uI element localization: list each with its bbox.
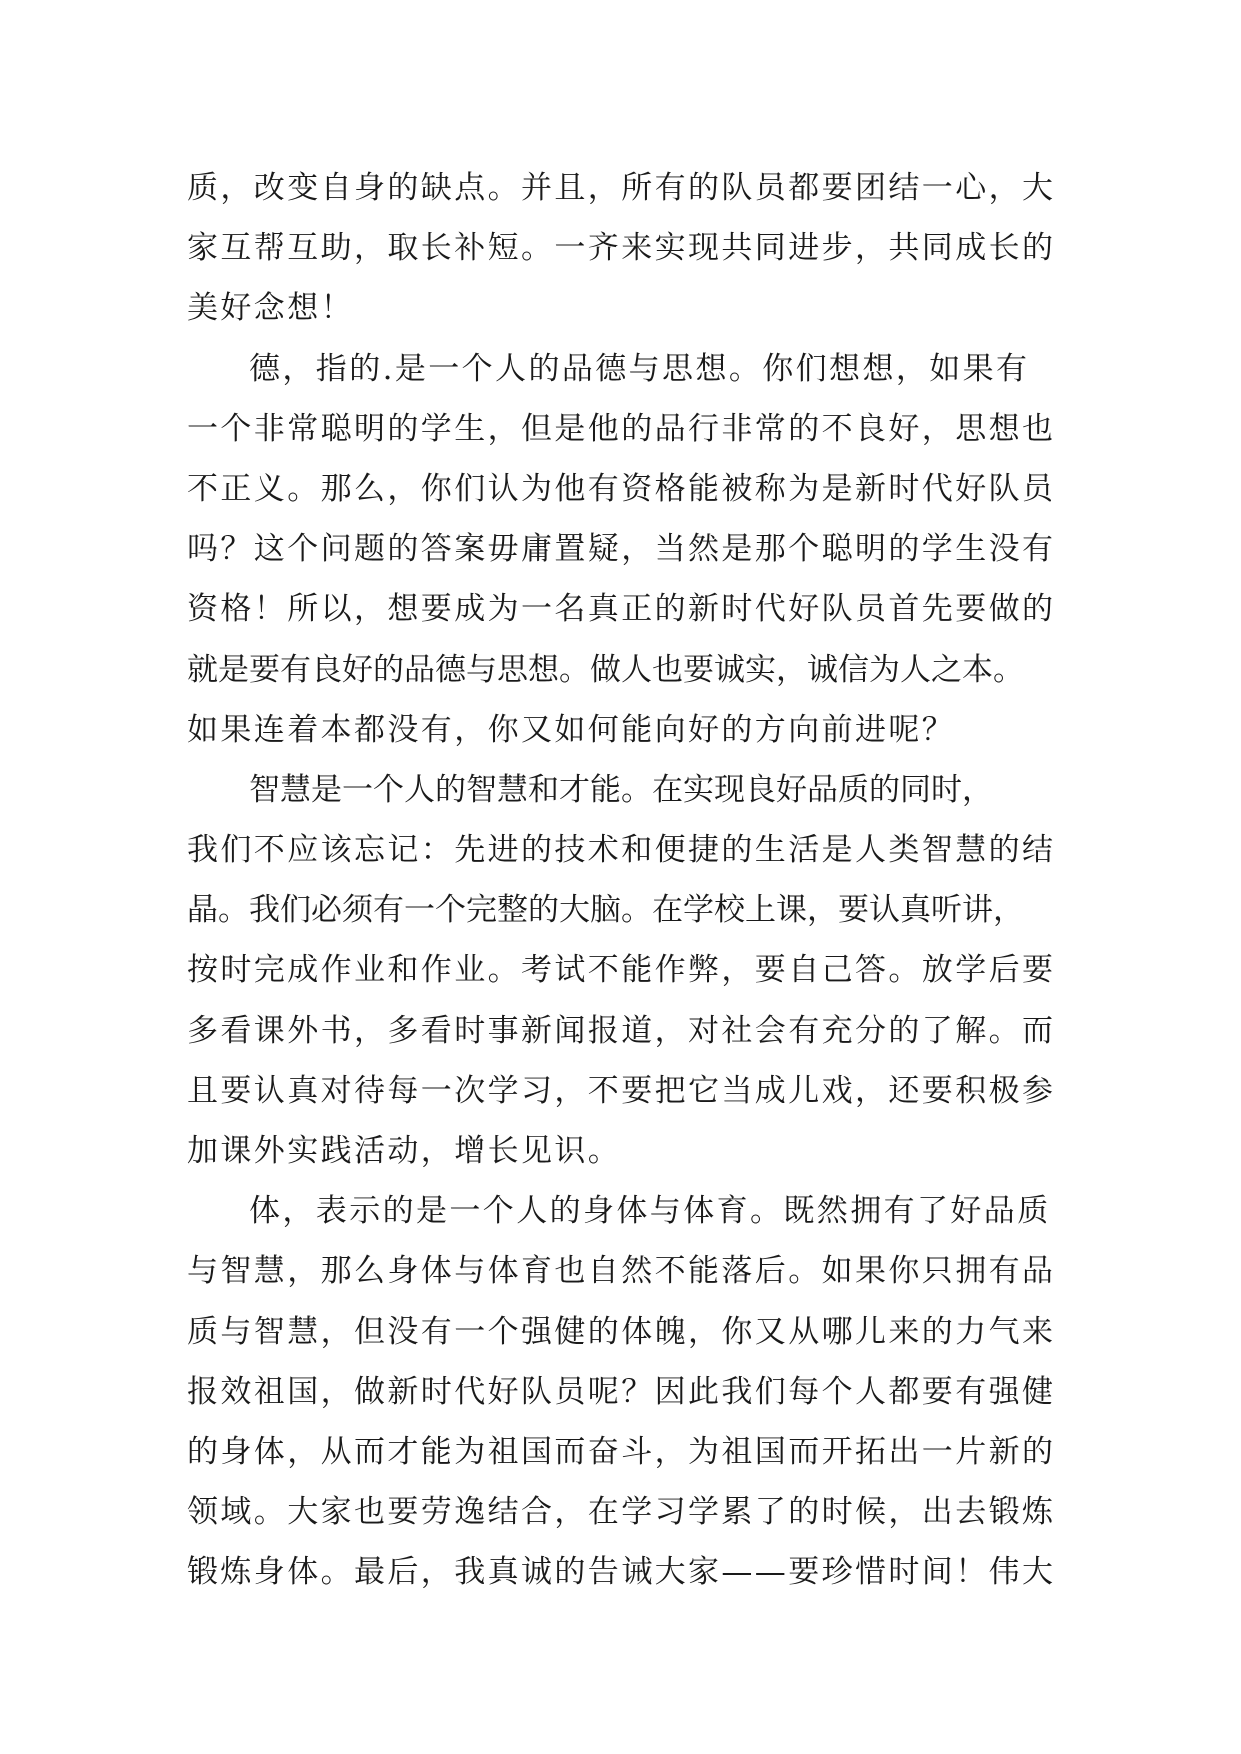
text-line: 晶。我们必须有一个完整的大脑。在学校上课，要认真听讲， xyxy=(187,892,1024,929)
document-body xyxy=(187,158,1059,1603)
text-line: 锻炼身体。最后，我真诚的告诫大家——要珍惜时间！伟大 xyxy=(187,1554,1056,1591)
text-line: 的身体，从而才能为祖国而奋斗，为祖国而开拓出一片新的 xyxy=(187,1433,1056,1470)
paragraph-first-line: 体，表示的是一个人的身体与体育。既然拥有了好品质 xyxy=(249,1193,1051,1230)
paragraph-first-line: 德，指的.是一个人的品德与思想。你们想想，如果有 xyxy=(249,350,1030,387)
text-line: 不正义。那么，你们认为他有资格能被称为是新时代好队员 xyxy=(187,470,1056,507)
text-line: 与智慧，那么身体与体育也自然不能落后。如果你只拥有品 xyxy=(187,1253,1056,1290)
text-line: 领域。大家也要劳逸结合，在学习学累了的时候，出去锻炼 xyxy=(187,1494,1056,1531)
paragraph-first-line: 智慧是一个人的智慧和才能。在实现良好品质的同时， xyxy=(249,771,993,808)
text-line: 就是要有良好的品德与思想。做人也要诚实，诚信为人之本。 xyxy=(187,651,1024,688)
text-line: 吗？这个问题的答案毋庸置疑，当然是那个聪明的学生没有 xyxy=(187,531,1056,568)
text-line: 质与智慧，但没有一个强健的体魄，你又从哪儿来的力气来 xyxy=(187,1313,1056,1350)
text-line: 我们不应该忘记：先进的技术和便捷的生活是人类智慧的结 xyxy=(187,832,1056,869)
text-line: 如果连着本都没有，你又如何能向好的方向前进呢？ xyxy=(187,711,956,748)
text-line: 按时完成作业和作业。考试不能作弊，要自己答。放学后要 xyxy=(187,952,1056,989)
text-line: 报效祖国，做新时代好队员呢？因此我们每个人都要有强健 xyxy=(187,1373,1056,1410)
text-line: 一个非常聪明的学生，但是他的品行非常的不良好，思想也 xyxy=(187,410,1056,447)
text-line: 加课外实践活动，增长见识。 xyxy=(187,1133,622,1169)
text-line: 质，改变自身的缺点。并且，所有的队员都要团结一心，大 xyxy=(187,170,1056,206)
text-line: 且要认真对待每一次学习，不要把它当成儿戏，还要积极参 xyxy=(187,1072,1056,1109)
text-line: 多看课外书，多看时事新闻报道，对社会有充分的了解。而 xyxy=(187,1012,1056,1049)
text-line: 资格！所以，想要成为一名真正的新时代好队员首先要做的 xyxy=(187,591,1056,628)
text-line: 家互帮互助，取长补短。一齐来实现共同进步，共同成长的 xyxy=(187,230,1056,267)
text-line: 美好念想！ xyxy=(187,290,354,327)
